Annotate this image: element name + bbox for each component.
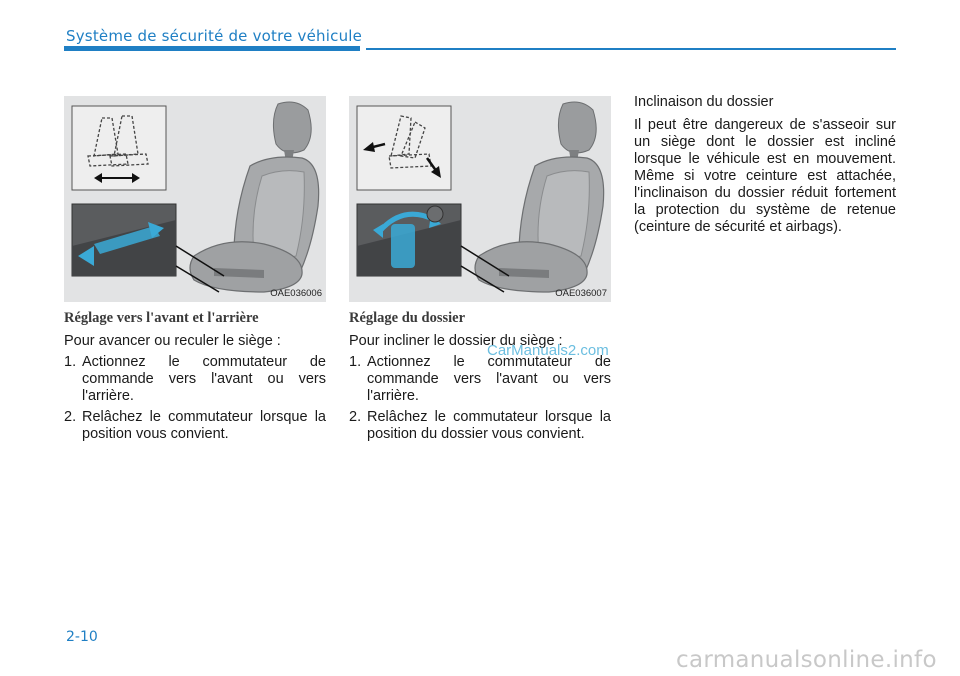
page-number: 2-10 [66, 629, 98, 645]
step-item: 1. Actionnez le commutateur de commande vers l'avant ou vers l'arrière. [349, 354, 611, 404]
figure-code: OAE036006 [270, 288, 322, 299]
figure-code: OAE036007 [555, 288, 607, 299]
warning-text: Il peut être dangereux de s'asseoir sur un siège dont le dossier est incliné lorsque le véhicule est en mouvement. Même si votre ceinture est attachée, l'inclinaison du dossier réduit fortement la protection du système de retenue (ceinture de sécurité et airbags). [634, 117, 896, 235]
step-item: 2. Relâchez le commutateur lorsque la position du dossier vous convient. [349, 409, 611, 442]
steps-list [64, 354, 326, 443]
watermark-footer[interactable]: carmanualsonline.info [676, 647, 937, 673]
header-rule-thin [366, 48, 896, 50]
seat-illustration [349, 96, 611, 302]
header-title: Système de sécurité de votre véhicule [66, 27, 363, 45]
section-intro: Pour incliner le dossier du siège : [349, 333, 563, 349]
section-intro: Pour avancer ou reculer le siège : [64, 333, 281, 349]
section-heading: Réglage vers l'avant et l'arrière [64, 310, 259, 326]
steps-list [349, 354, 611, 443]
section-heading: Réglage du dossier [349, 310, 465, 326]
section-warning [634, 94, 896, 236]
figure-seat-slide [64, 96, 326, 302]
header-rule-thick [64, 46, 360, 51]
seat-illustration [64, 96, 326, 302]
watermark-carmanuals[interactable]: CarManuals2.com [487, 342, 609, 359]
section-forward-backward [64, 96, 326, 447]
warning-title: Inclinaison du dossier [634, 94, 774, 110]
step-item: 1. Actionnez le commutateur de commande vers l'avant ou vers l'arrière. [64, 354, 326, 404]
figure-seat-recline [349, 96, 611, 302]
step-item: 2. Relâchez le commutateur lorsque la position vous convient. [64, 409, 326, 442]
section-backrest [349, 96, 611, 447]
